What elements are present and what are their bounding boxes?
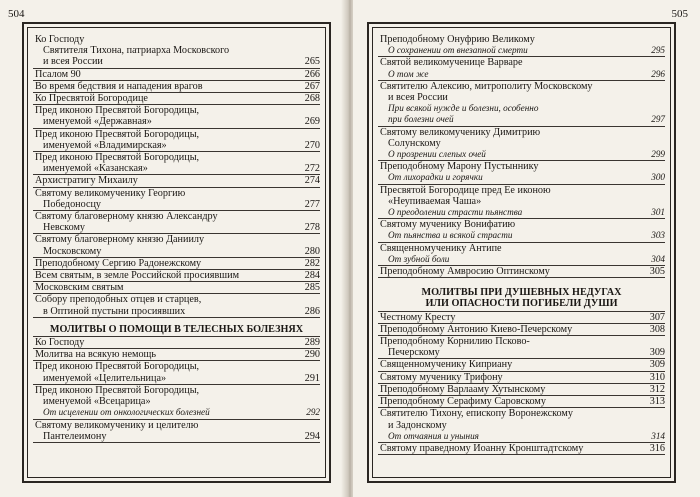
page-frame	[367, 22, 676, 483]
page-ref: 310	[649, 371, 665, 383]
page-ref: 292	[306, 407, 320, 418]
page-ref: 294	[304, 430, 320, 442]
entry-title: Священномученику Антипе	[380, 242, 502, 254]
page-ref: 314	[651, 430, 665, 441]
page-ref: 300	[651, 172, 665, 183]
page-number: 504	[8, 8, 25, 20]
page-ref: 272	[304, 163, 320, 175]
entry-title-line	[380, 408, 665, 419]
toc-entry	[33, 81, 320, 93]
entry-title: Священномученику Киприану	[380, 359, 513, 371]
entry-last-line	[380, 254, 665, 265]
page-ref: 304	[651, 253, 665, 264]
entry-line	[380, 266, 665, 277]
page-ref: 280	[304, 245, 320, 257]
entry-line	[380, 372, 665, 383]
entry-line	[35, 270, 320, 281]
entry-title-line	[35, 105, 320, 116]
entry-line	[35, 93, 320, 104]
entry-title: Преподобному Марону Пустыннику	[380, 161, 539, 173]
entry-title: Святому мученику Вонифатию	[380, 219, 516, 231]
toc-entry	[378, 396, 665, 408]
toc-entry	[378, 443, 665, 455]
entry-title-cont: Солунскому	[388, 137, 441, 149]
entry-line	[380, 443, 665, 454]
entry-title-line	[35, 211, 320, 222]
page-ref: 286	[304, 305, 320, 317]
entry-last-line	[380, 431, 665, 442]
toc-entry	[378, 372, 665, 384]
toc-entry	[33, 234, 320, 257]
entry-title-line	[35, 188, 320, 199]
page-ref: 303	[651, 230, 665, 241]
toc-content	[378, 34, 665, 475]
entry-title-line	[380, 185, 665, 196]
entry-last-line	[380, 149, 665, 160]
entry-title: Ко Господу	[35, 34, 85, 45]
entry-title-cont: именуемой «Казанская»	[43, 163, 148, 175]
entry-line	[380, 324, 665, 335]
entry-title: Преподобному Корнилию Псково-	[380, 336, 530, 348]
entry-line	[35, 349, 320, 360]
entry-last-line	[35, 407, 320, 418]
entry-title: Святому благоверному князю Даниилу	[35, 234, 205, 246]
page-ref: 266	[304, 68, 320, 80]
entry-title: Святому великомученику Димитрию	[380, 126, 541, 138]
entry-title-cont: Победоносцу	[43, 198, 102, 210]
entry-title-cont: «Неупиваемая Чаша»	[388, 195, 482, 207]
page-ref: 282	[304, 257, 320, 269]
entry-subtitle: От исцелении от онкологических болезней	[43, 407, 210, 418]
toc-entry	[33, 105, 320, 128]
entry-line	[35, 175, 320, 186]
entry-title: Московским святым	[35, 282, 124, 294]
toc-entry	[378, 185, 665, 220]
entry-title-line	[380, 243, 665, 254]
entry-title: Ко Господу	[35, 337, 85, 349]
toc-entry	[378, 312, 665, 324]
entry-title: Ко Пресвятой Богородице	[35, 93, 148, 105]
page-ref: 290	[304, 349, 320, 361]
page-ref: 267	[304, 80, 320, 92]
toc-entry	[378, 219, 665, 242]
entry-last-line	[35, 431, 320, 442]
entry-line	[380, 384, 665, 395]
entry-last-line	[380, 114, 665, 125]
toc-content	[33, 34, 320, 475]
entry-line	[35, 258, 320, 269]
entry-title: Святителю Алексию, митрополиту Московскому	[380, 80, 593, 92]
entry-line	[380, 359, 665, 370]
entry-title-line	[380, 138, 665, 149]
entry-last-line	[35, 116, 320, 127]
toc-entry	[33, 270, 320, 282]
toc-entry	[33, 282, 320, 294]
page-ref: 305	[649, 266, 665, 278]
entry-last-line	[380, 172, 665, 183]
entry-line	[380, 312, 665, 323]
toc-entry	[33, 420, 320, 443]
entry-last-line	[380, 45, 665, 56]
entry-title: Преподобному Сергию Радонежскому	[35, 257, 202, 269]
page-frame	[22, 22, 331, 483]
toc-entry	[378, 324, 665, 336]
toc-entry	[33, 337, 320, 349]
toc-entry	[378, 266, 665, 278]
toc-entry	[378, 34, 665, 57]
page-ref: 295	[651, 45, 665, 56]
entry-subtitle: О сохранении от внезапной смерти	[388, 45, 528, 56]
section-heading	[378, 278, 665, 311]
entry-subtitle: и всея России	[43, 56, 103, 68]
page-ref: 316	[649, 442, 665, 454]
entry-title: Святому мученику Трифону	[380, 371, 503, 383]
page-ref: 289	[304, 337, 320, 349]
page-ref: 265	[304, 56, 320, 68]
entry-title: Святому великомученику Георгию	[35, 187, 186, 199]
left-page	[0, 0, 347, 497]
entry-line	[35, 282, 320, 293]
section-heading-line: МОЛИТВЫ ПРИ ДУШЕВНЫХ НЕДУГАХ	[421, 287, 622, 299]
page-ref: 277	[304, 198, 320, 210]
entry-last-line	[380, 230, 665, 241]
toc-entry	[378, 359, 665, 371]
page-ref: 268	[304, 93, 320, 105]
entry-last-line	[35, 306, 320, 317]
entry-last-line	[35, 222, 320, 233]
entry-subtitle: Святителя Тихона, патриарха Московского	[43, 45, 230, 57]
entry-title-line	[380, 161, 665, 172]
entry-subtitle: От зубной боли	[388, 253, 450, 264]
page-ref: 299	[651, 149, 665, 160]
toc-entry	[378, 243, 665, 266]
page-ref: 278	[304, 222, 320, 234]
page-ref: 269	[304, 116, 320, 128]
toc-entry	[33, 211, 320, 234]
entry-last-line	[35, 140, 320, 151]
entry-title: Святому благоверному князю Александру	[35, 211, 218, 223]
page-ref: 297	[651, 114, 665, 125]
entry-title-cont: и Задонскому	[388, 419, 447, 431]
page-ref: 285	[304, 282, 320, 294]
right-page	[353, 0, 700, 497]
entry-last-line	[380, 347, 665, 358]
entry-title: Псалом 90	[35, 68, 81, 80]
entry-subtitle: О преодолении страсти пьянства	[388, 207, 523, 218]
entry-subtitle: О прозрении слепых очей	[388, 149, 486, 160]
entry-title-cont: Невскому	[43, 222, 86, 234]
entry-title: Преподобному Серафиму Саровскому	[380, 396, 546, 408]
entry-title-cont: именуемой «Владимирская»	[43, 139, 167, 151]
entry-title-line	[35, 129, 320, 140]
entry-title: Молитва на всякую немощь	[35, 349, 157, 361]
page-ref: 284	[304, 270, 320, 282]
entry-title-line	[380, 336, 665, 347]
entry-title: Святому великомученику и целителю	[35, 419, 199, 431]
page-ref: 309	[649, 347, 665, 359]
entry-last-line	[35, 373, 320, 384]
entry-title-line	[35, 385, 320, 396]
entry-title-line	[380, 92, 665, 103]
entry-title-line	[35, 361, 320, 372]
entry-title: Во время бедствия и нападения врагов	[35, 80, 203, 92]
entry-last-line	[35, 246, 320, 257]
entry-title: Пред иконою Пресвятой Богородицы,	[35, 105, 200, 117]
entry-title: Пред иконою Пресвятой Богородицы,	[35, 361, 200, 373]
entry-subtitle: От лихорадки и горячки	[388, 172, 483, 183]
entry-title-cont: Московскому	[43, 245, 102, 257]
entry-subtitle: при болезни очей	[388, 114, 454, 125]
entry-title-cont: Печерскому	[388, 347, 440, 359]
page-ref: 308	[649, 323, 665, 335]
entry-line	[35, 337, 320, 348]
page-ref: 307	[649, 311, 665, 323]
toc-entry	[378, 408, 665, 443]
page-ref: 270	[304, 139, 320, 151]
page-ref: 301	[651, 207, 665, 218]
entry-title-line	[35, 420, 320, 431]
entry-last-line	[35, 199, 320, 210]
entry-subtitle: При всякой нужде и болезни, особенно	[388, 103, 539, 114]
entry-title-line	[35, 34, 320, 45]
toc-entry	[33, 69, 320, 81]
entry-title: Всем святым, в земле Российской просиявшим	[35, 270, 240, 282]
entry-title-line	[380, 57, 665, 68]
entry-subtitle: От пьянства и всякой страсти	[388, 230, 513, 241]
entry-title-cont: именуемой «Державная»	[43, 116, 152, 128]
entry-subtitle: От отчаяния и уныния	[388, 430, 479, 441]
entry-title-line	[380, 420, 665, 431]
entry-title-cont: Пантелеимону	[43, 430, 107, 442]
entry-title: Преподобному Онуфрию Великому	[380, 34, 535, 45]
page-ref: 309	[649, 359, 665, 371]
page-ref: 313	[649, 396, 665, 408]
page-ref: 296	[651, 68, 665, 79]
entry-title-cont: именуемой «Всецарица»	[43, 396, 151, 408]
toc-entry	[33, 361, 320, 384]
toc-entry	[378, 336, 665, 359]
entry-line	[35, 69, 320, 80]
toc-entry	[378, 384, 665, 396]
toc-entry	[33, 152, 320, 175]
toc-entry	[378, 161, 665, 184]
page-ref: 274	[304, 175, 320, 187]
entry-title-line	[35, 396, 320, 407]
entry-title: Святому праведному Иоанну Кронштадтскому	[380, 442, 584, 454]
entry-title: Пред иконою Пресвятой Богородицы,	[35, 384, 200, 396]
entry-title: Пред иконою Пресвятой Богородицы,	[35, 152, 200, 164]
entry-last-line	[380, 69, 665, 80]
entry-subtitle: О том же	[388, 68, 429, 79]
entry-title-line	[380, 34, 665, 45]
entry-line	[380, 396, 665, 407]
toc-entry	[378, 81, 665, 127]
toc-entry	[378, 127, 665, 162]
entry-title: Святой великомученице Варваре	[380, 57, 523, 69]
toc-entry	[33, 188, 320, 211]
entry-title-cont: в Оптиной пустыни просиявших	[43, 305, 186, 317]
section-heading: МОЛИТВЫ О ПОМОЩИ В ТЕЛЕСНЫХ БОЛЕЗНЯХ	[33, 318, 320, 337]
entry-title: Честному Кресту	[380, 311, 456, 323]
toc-entry	[33, 294, 320, 317]
toc-entry	[33, 93, 320, 105]
toc-entry	[33, 258, 320, 270]
entry-title: Преподобному Амвросию Оптинскому	[380, 266, 550, 278]
entry-title: Пред иконою Пресвятой Богородицы,	[35, 128, 200, 140]
entry-title-line	[35, 294, 320, 305]
toc-entry	[33, 385, 320, 420]
entry-last-line	[380, 207, 665, 218]
entry-title-line	[380, 127, 665, 138]
entry-subtitle-line	[380, 103, 665, 114]
entry-title: Преподобному Антонию Киево-Печерскому	[380, 323, 573, 335]
entry-title-cont: именуемой «Целительница»	[43, 372, 167, 384]
entry-title: Преподобному Варлааму Хутынскому	[380, 383, 546, 395]
entry-title: Архистратигу Михаилу	[35, 175, 138, 187]
toc-entry	[33, 34, 320, 69]
toc-entry	[33, 129, 320, 152]
entry-title-line	[380, 196, 665, 207]
entry-title-cont: и всея России	[388, 92, 448, 104]
entry-title: Пресвятой Богородице пред Ее иконою	[380, 184, 551, 196]
page-ref: 291	[304, 372, 320, 384]
toc-entry	[33, 349, 320, 361]
entry-title-line	[380, 219, 665, 230]
section-heading-line: ИЛИ ОПАСНОСТИ ПОГИБЕЛИ ДУШИ	[425, 298, 618, 310]
entry-subtitle-line	[35, 45, 320, 56]
entry-title: Собору преподобных отцев и старцев,	[35, 294, 202, 306]
entry-last-line	[35, 56, 320, 67]
entry-title-line	[35, 152, 320, 163]
entry-line	[35, 81, 320, 92]
page-number: 505	[671, 8, 688, 20]
entry-last-line	[35, 163, 320, 174]
toc-entry	[33, 175, 320, 187]
entry-title-line	[35, 234, 320, 245]
entry-title-line	[380, 81, 665, 92]
entry-title: Святителю Тихону, епископу Воронежскому	[380, 408, 573, 420]
toc-entry	[378, 57, 665, 80]
page-ref: 312	[649, 383, 665, 395]
